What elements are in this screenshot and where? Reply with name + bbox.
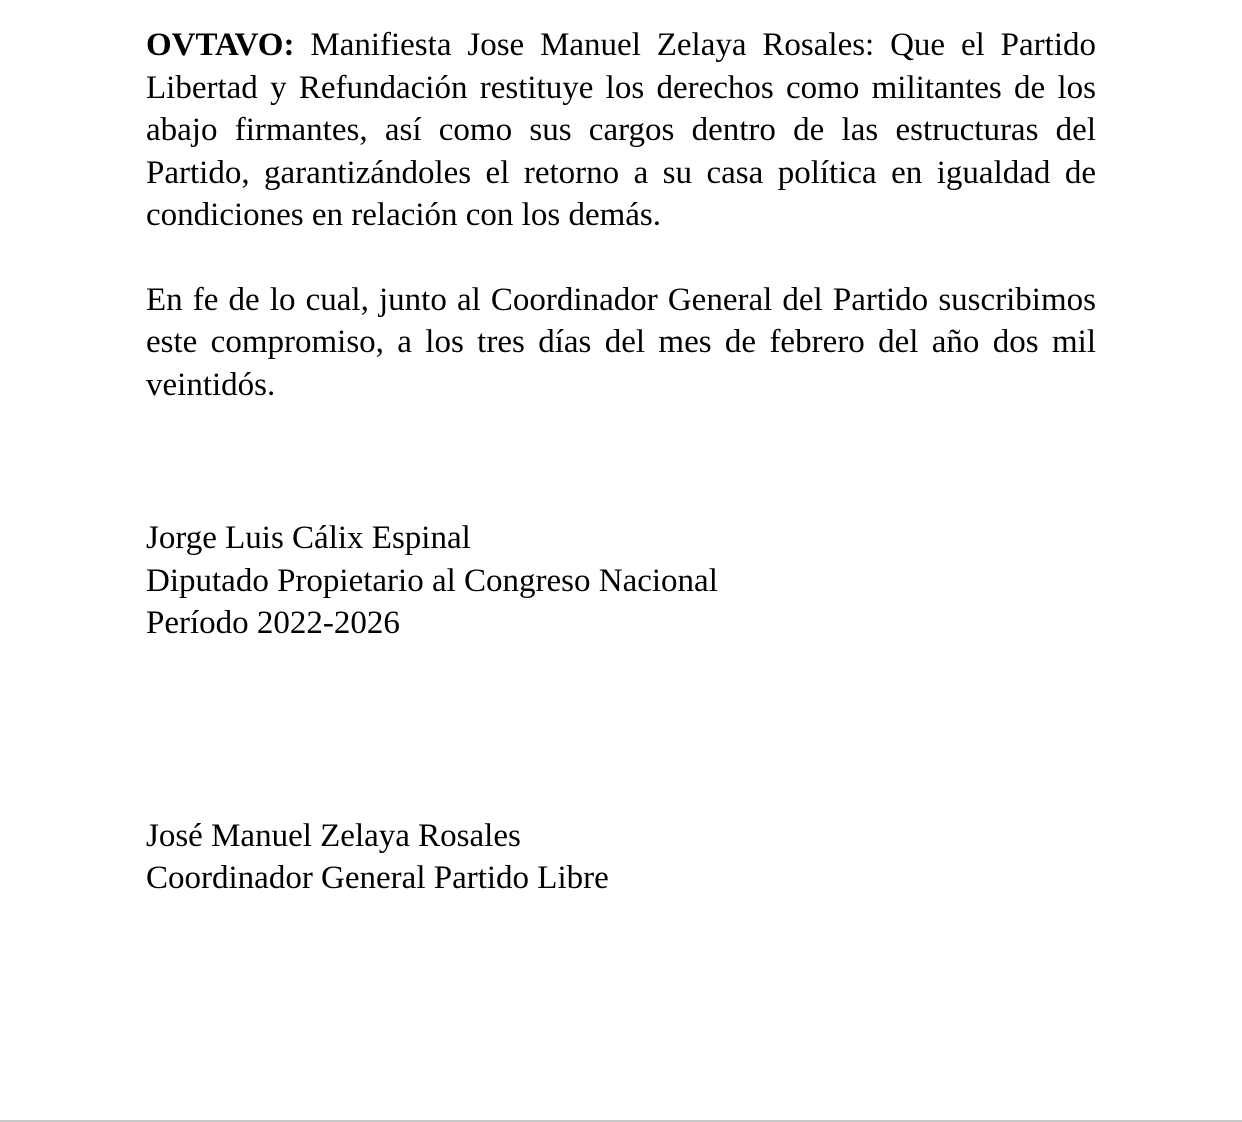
document-content: [146, 0, 1096, 900]
signature-term: Período 2022-2026: [146, 605, 400, 641]
signature-block-jorge-calix: [146, 517, 1096, 645]
signature-block-jose-zelaya: [146, 815, 1096, 900]
clause-octavo-label: OVTAVO:: [146, 27, 295, 63]
signature-title: Diputado Propietario al Congreso Nacional: [146, 562, 718, 599]
signature-name: José Manuel Zelaya Rosales: [146, 817, 521, 854]
signature-title: Coordinador General Partido Libre: [146, 860, 609, 896]
closing-paragraph: En fe de lo cual, junto al Coordinador General del Partido suscribimos este compromiso, a los tres días del mes de febrero del año dos mil veintidós.: [146, 281, 1096, 403]
signature-name: Jorge Luis Cálix Espinal: [146, 520, 471, 556]
clause-octavo-text: Manifiesta Jose Manuel Zelaya Rosales: Que el Partido Libertad y Refundación restituye los derechos como militantes de los abajo firmantes, así como sus cargos dentro de las estructuras del Partido, garantizándoles el retorno a su casa política en igualdad de condiciones en relación con los demás.: [146, 27, 1096, 233]
clause-octavo-paragraph: [146, 24, 1096, 237]
